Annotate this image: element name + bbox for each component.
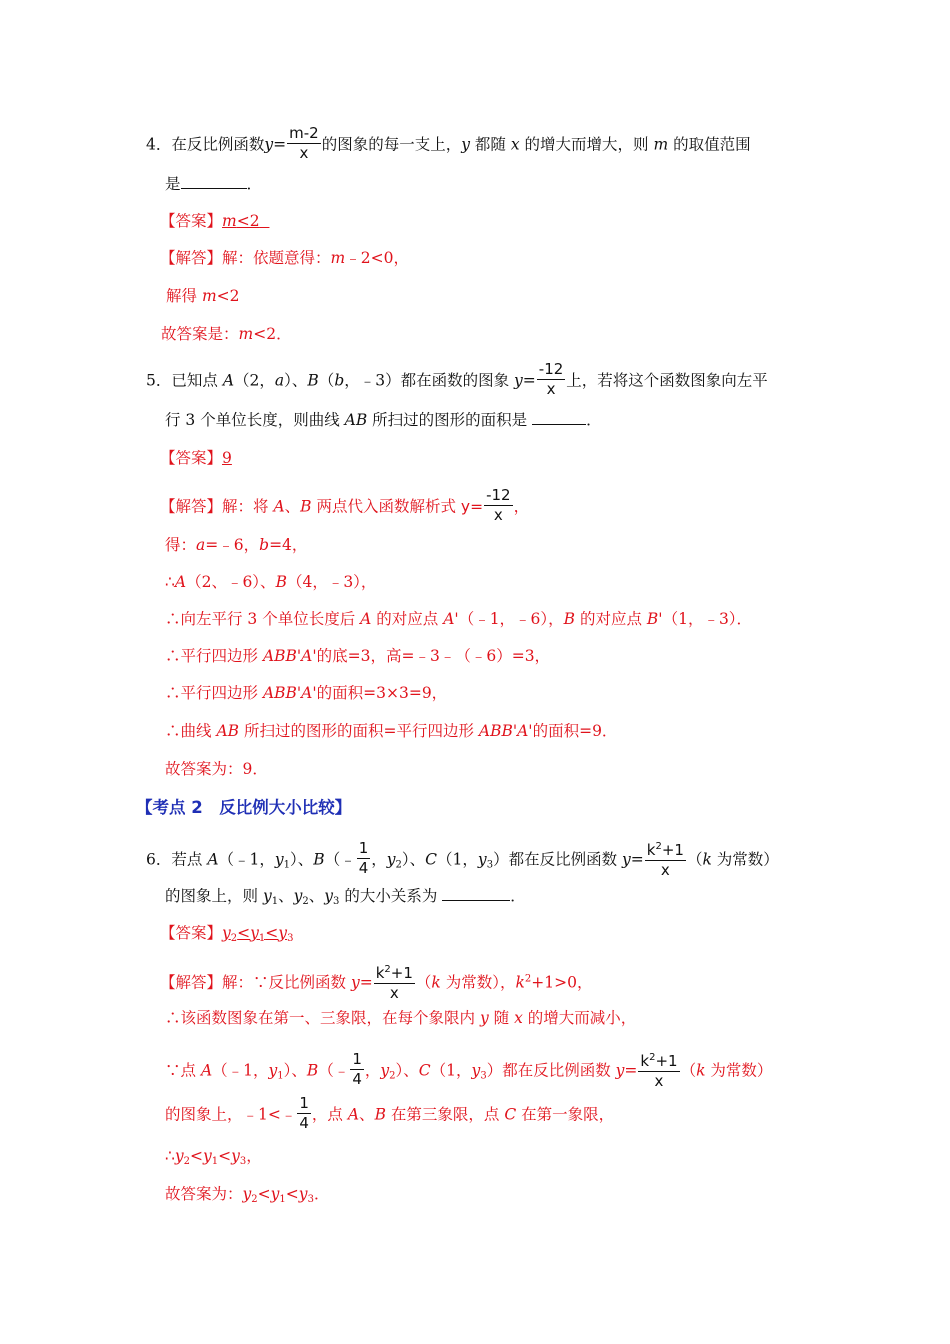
q6-solution-4: 的图象上，﹣1<﹣ $\frac{1}{4}$ ，点 A、B 在第三象限，点 C 在第一象限， (165, 1094, 615, 1132)
fraction-one-quarter: $\frac{1}{4}$ (358, 839, 369, 877)
fraction-neg12-over-x: $\frac{-12}{x}$ (538, 360, 564, 398)
q4-solution-3: 故答案是：m<2． (161, 325, 292, 343)
fraction-one-quarter: $\frac{1}{4}$ (299, 1094, 309, 1132)
q6-solution-3: ∵点 A（﹣1，$y_1$）、B（﹣ $\frac{1}{4}$ ，$y_2$）、C（1，$y_3$）都在反比例函数 y= $\frac{k^2+1}{x}$ （k 为常数） (165, 1050, 773, 1090)
q6-solution-6: 故答案为：$y_2<y_1<y_3$． (165, 1185, 330, 1205)
answer-blank (181, 172, 247, 189)
q4-answer: 【答案】m<2 (160, 209, 269, 233)
q5-answer: 【答案】9 (160, 449, 232, 467)
answer-blank (532, 408, 586, 425)
q5-solution-8: 故答案为：9． (165, 760, 268, 778)
answer-blank (442, 884, 510, 901)
q5-solution-3: ∴A（2、﹣6）、B（4，﹣3）， (165, 573, 377, 591)
answer-value: $y_2<y_1<y_3$ (222, 924, 294, 944)
q4-solution-2: 解得 m<2 (166, 287, 240, 305)
q5-solution-5: ∴平行四边形 ABB'A'的底=3，高=﹣3﹣（﹣6）=3， (165, 647, 551, 665)
answer-value: m<2 (222, 212, 260, 230)
q5-line-1: 5．已知点 A（2，a）、B（b，﹣3）都在函数的图象 y= $\frac{-12}{x}$ 上，若将这个函数图象向左平 (146, 360, 768, 398)
q5-solution-6: ∴平行四边形 ABB'A'的面积=3×3=9， (165, 684, 448, 702)
q5-solution-1: 【解答】解：将 A、B 两点代入函数解析式 y= $\frac{-12}{x}$ ， (160, 486, 530, 524)
q6-answer: 【答案】$y_2<y_1<y_3$ (160, 924, 294, 944)
q4-line-1: 4．在反比例函数y= $\frac{m-2}{x}$ 的图象的每一支上，y 都随 x 的增大而增大，则 m 的取值范围 (146, 124, 751, 162)
q6-solution-1: 【解答】解：∵反比例函数 y= $\frac{k^2+1}{x}$ （k 为常数），$k^2+1>0$， (160, 962, 592, 1005)
fraction-k2plus1-over-x: $\frac{k^2+1}{x}$ (645, 837, 686, 880)
q5-solution-4: ∴向左平行 3 个单位长度后 A 的对应点 A'（﹣1，﹣6），B 的对应点 B'（1，﹣3）． (165, 610, 753, 628)
q5-line-2: 行 3 个单位长度，则曲线 AB 所扫过的图形的面积是 ． (165, 408, 602, 432)
q4-solution-1: 【解答】解：依题意得：m﹣2<0， (160, 249, 409, 267)
fraction-k2plus1-over-x: $\frac{k^2+1}{x}$ (638, 1048, 679, 1091)
fraction-k2plus1-over-x: $\frac{k^2+1}{x}$ (374, 960, 415, 1003)
section-heading: 【考点 2 反比例大小比较】 (136, 798, 352, 817)
fraction-one-quarter: $\frac{1}{4}$ (352, 1050, 362, 1088)
q5-solution-2: 得：a=﹣6，b=4， (165, 536, 308, 554)
fraction-m-minus-2-over-x: $\frac{m-2}{x}$ (289, 124, 319, 162)
q5-solution-7: ∴曲线 AB 所扫过的图形的面积=平行四边形 ABB'A'的面积=9． (165, 722, 618, 740)
q4-line-2: 是 ． (165, 172, 262, 196)
q6-solution-2: ∴该函数图象在第一、三象限，在每个象限内 y 随 x 的增大而减小， (165, 1009, 637, 1027)
q6-line-2: 的图象上，则 $y_1$、$y_2$、$y_3$ 的大小关系为 ． (165, 884, 526, 914)
fraction-neg12-over-x: $\frac{-12}{x}$ (486, 486, 511, 524)
q6-solution-5: $\therefore y_2<y_1<y_3$， (165, 1147, 262, 1167)
answer-value: 9 (222, 449, 232, 467)
q6-line-1: 6．若点 A（﹣1，$y_1$）、B（﹣ $\frac{1}{4}$ ，$y_2$）、C（1，$y_3$）都在反比例函数 y= $\frac{k^2+1}{x}$ （k 为常数） (146, 839, 779, 879)
